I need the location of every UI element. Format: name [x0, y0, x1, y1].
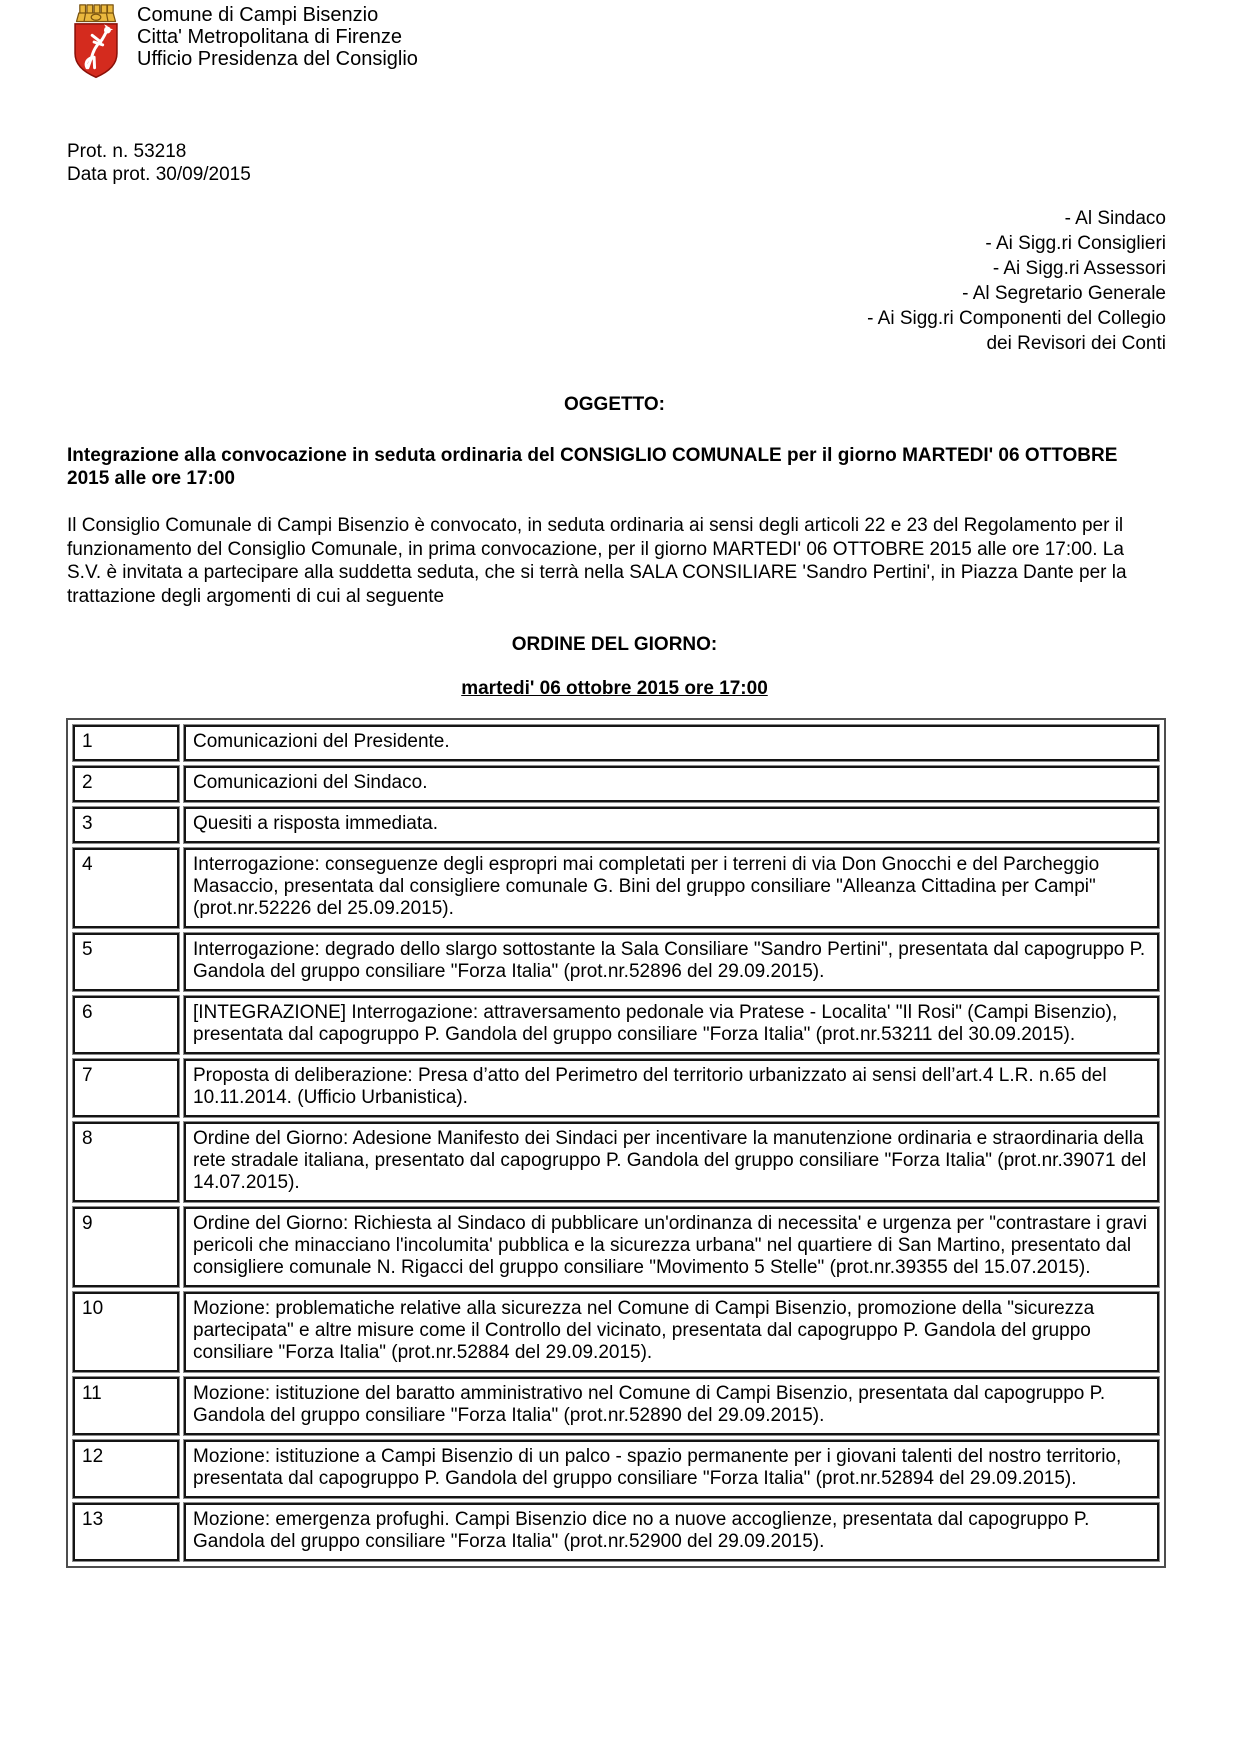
agenda-item-number: 5: [73, 933, 179, 991]
letterhead: [65, 0, 1240, 84]
agenda-item-text: Interrogazione: conseguenze degli espropri mai completati per i terreni di via Don Gnocchi e del Parcheggio Masaccio, presentata dal consigliere comunale G. Bini del gruppo consiliare "Alleanza Cittadina per Campi" (prot.nr.52226 del 25.09.2015).: [184, 848, 1159, 928]
agenda-item-text: [INTEGRAZIONE] Interrogazione: attraversamento pedonale via Pratese - Localita' "Il Rosi" (Campi Bisenzio), presentata dal capogruppo P. Gandola del gruppo consiliare "Forza Italia" (prot.nr.53211 del 30.09.2015).: [184, 996, 1159, 1054]
agenda-item-text: Mozione: istituzione del baratto amministrativo nel Comune di Campi Bisenzio, presentata dal capogruppo P. Gandola del gruppo consiliare "Forza Italia" (prot.nr.52890 del 29.09.2015).: [184, 1377, 1159, 1435]
protocol-date: Data prot. 30/09/2015: [67, 164, 251, 185]
agenda-item-number: 6: [73, 996, 179, 1054]
agenda-heading: ORDINE DEL GIORNO:: [511, 634, 718, 655]
agenda-item-text: Comunicazioni del Sindaco.: [184, 766, 1159, 802]
agenda-item-text: Mozione: problematiche relative alla sicurezza nel Comune di Campi Bisenzio, promozione della "sicurezza partecipata" e altre misure come il Controllo del vicinato, presentata dal capogruppo P. Gandola del gruppo consiliare "Forza Italia" (prot.nr.52884 del 29.09.2015).: [184, 1292, 1159, 1372]
agenda-item-number: 7: [73, 1059, 179, 1117]
agenda-item-number: 12: [73, 1440, 179, 1498]
agenda-row: [73, 933, 1159, 991]
agenda-row: [73, 1440, 1159, 1498]
agenda-row: [73, 996, 1159, 1054]
agenda-row: [73, 766, 1159, 802]
org-line-1: Comune di Campi Bisenzio: [137, 4, 379, 26]
protocol-block: [67, 140, 1240, 186]
agenda-item-number: 10: [73, 1292, 179, 1372]
agenda-row: [73, 725, 1159, 761]
recipient-line: - Ai Sigg.ri Componenti del Collegio: [867, 308, 1166, 329]
org-line-2: Citta' Metropolitana di Firenze: [137, 26, 403, 48]
agenda-table: [66, 718, 1166, 1568]
agenda-item-number: 13: [73, 1503, 179, 1561]
recipient-line: - Ai Sigg.ri Assessori: [992, 258, 1166, 279]
agenda-row: [73, 1503, 1159, 1561]
agenda-item-text: Ordine del Giorno: Richiesta al Sindaco di pubblicare un'ordinanza di necessita' e urgenza per "contrastare i gravi pericoli che minacciano l'incolumita' pubblica e la sicurezza urbana" nel quartiere di San Martino, presentato dal consigliere comunale N. Rigacci del gruppo consiliare "Movimento 5 Stelle" (prot.nr.39355 del 15.07.2015).: [184, 1207, 1159, 1287]
agenda-item-text: Mozione: istituzione a Campi Bisenzio di un palco - spazio permanente per i giovani talenti del nostro territorio, presentata dal capogruppo P. Gandola del gruppo consiliare "Forza Italia" (prot.nr.52894 del 29.09.2015).: [184, 1440, 1159, 1498]
agenda-item-number: 2: [73, 766, 179, 802]
agenda-item-text: Comunicazioni del Presidente.: [184, 725, 1159, 761]
municipal-coat-of-arms-icon: [65, 2, 127, 82]
agenda-item-number: 4: [73, 848, 179, 928]
convocation-paragraph: Il Consiglio Comunale di Campi Bisenzio è convocato, in seduta ordinaria ai sensi degli articoli 22 e 23 del Regolamento per il funzionamento del Consiglio Comunale, in prima convocazione, per il giorno MARTEDI' 06 OTTOBRE 2015 alle ore 17:00. La S.V. è invitata a partecipare alla suddetta seduta, che si terrà nella SALA CONSILIARE 'Sandro Pertini', in Piazza Dante per la trattazione degli argomenti di cui al seguente: [67, 515, 1127, 607]
agenda-item-number: 1: [73, 725, 179, 761]
agenda-row: [73, 1059, 1159, 1117]
agenda-item-text: Interrogazione: degrado dello slargo sottostante la Sala Consiliare "Sandro Pertini", presentata dal capogruppo P. Gandola del gruppo consiliare "Forza Italia" (prot.nr.52896 del 29.09.2015).: [184, 933, 1159, 991]
recipient-line: - Al Sindaco: [1064, 208, 1166, 229]
agenda-row: [73, 1292, 1159, 1372]
agenda-item-number: 9: [73, 1207, 179, 1287]
recipient-line: dei Revisori dei Conti: [986, 333, 1166, 354]
agenda-row: [73, 807, 1159, 843]
recipients-block: [0, 206, 1166, 356]
agenda-row: [73, 1207, 1159, 1287]
agenda-item-number: 3: [73, 807, 179, 843]
agenda-row: [73, 848, 1159, 928]
recipient-line: - Al Segretario Generale: [962, 283, 1166, 304]
agenda-datetime: martedi' 06 ottobre 2015 ore 17:00: [461, 678, 768, 699]
agenda-item-text: Ordine del Giorno: Adesione Manifesto dei Sindaci per incentivare la manutenzione ordinaria e straordinaria della rete stradale italiana, presentato dal capogruppo P. Gandola del gruppo consiliare "Forza Italia" (prot.nr.39071 del 14.07.2015).: [184, 1122, 1159, 1202]
agenda-item-text: Mozione: emergenza profughi. Campi Bisenzio dice no a nuove accoglienze, presentata dal capogruppo P. Gandola del gruppo consiliare "Forza Italia" (prot.nr.52900 del 29.09.2015).: [184, 1503, 1159, 1561]
organization-block: [137, 2, 418, 84]
agenda-item-text: Proposta di deliberazione: Presa d’atto del Perimetro del territorio urbanizzato ai sensi dell’art.4 L.R. n.65 del 10.11.2014. (Ufficio Urbanistica).: [184, 1059, 1159, 1117]
agenda-item-number: 11: [73, 1377, 179, 1435]
recipient-line: - Ai Sigg.ri Consiglieri: [985, 233, 1166, 254]
agenda-item-number: 8: [73, 1122, 179, 1202]
agenda-row: [73, 1377, 1159, 1435]
org-line-3: Ufficio Presidenza del Consiglio: [137, 48, 418, 70]
protocol-number: Prot. n. 53218: [67, 141, 187, 162]
agenda-item-text: Quesiti a risposta immediata.: [184, 807, 1159, 843]
subject-label: OGGETTO:: [564, 394, 665, 415]
agenda-row: [73, 1122, 1159, 1202]
subject-text: Integrazione alla convocazione in seduta ordinaria del CONSIGLIO COMUNALE per il giorno MARTEDI' 06 OTTOBRE 2015 alle ore 17:00: [67, 445, 1118, 489]
